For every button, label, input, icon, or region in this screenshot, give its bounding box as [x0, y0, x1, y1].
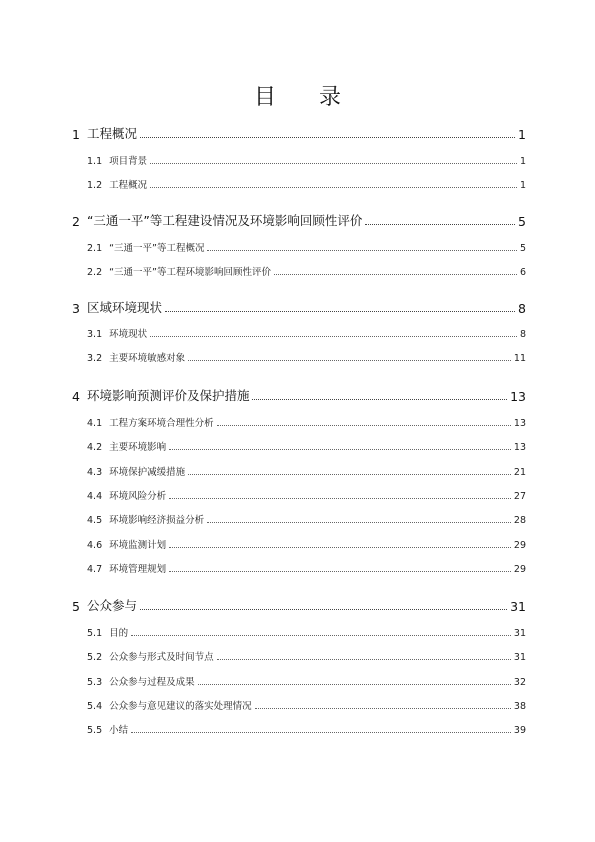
chapter-number: 5: [72, 599, 80, 614]
section-title: 环境风险分析: [109, 490, 167, 502]
toc-section-5-4[interactable]: [87, 698, 526, 712]
toc-section-4-5[interactable]: [87, 512, 526, 526]
dot-leader: [169, 498, 511, 499]
toc-section-3-1[interactable]: [87, 326, 526, 340]
dot-leader: [207, 250, 517, 251]
page-number: 1: [518, 127, 526, 142]
dot-leader: [274, 274, 517, 275]
section-number: 1.2: [87, 180, 103, 192]
section-title: 环境监测计划: [109, 539, 167, 551]
section-number: 3.2: [87, 353, 103, 365]
page-number: 1: [519, 180, 526, 192]
dot-leader: [165, 311, 515, 312]
dot-leader: [365, 224, 515, 225]
section-number: 4.7: [87, 563, 103, 575]
toc-section-2-2[interactable]: [87, 264, 526, 278]
dot-leader: [217, 659, 511, 660]
section-title: 公众参与过程及成果: [109, 676, 195, 688]
chapter-title: 工程概况: [86, 126, 137, 141]
section-title: “三通一平”等工程环境影响回顾性评价: [109, 267, 271, 279]
toc-section-5-2[interactable]: [87, 649, 526, 663]
section-number: 4.4: [87, 490, 103, 502]
dot-leader: [131, 635, 511, 636]
dot-leader: [169, 571, 511, 572]
toc-chapter-4[interactable]: [72, 386, 526, 404]
toc-title: 目 录: [254, 85, 359, 110]
toc-section-4-1[interactable]: [87, 415, 526, 429]
section-title: 环境现状: [109, 329, 148, 340]
page-number: 32: [513, 676, 526, 688]
section-number: 4.5: [87, 515, 103, 527]
page-number: 29: [513, 563, 526, 575]
toc-section-3-2[interactable]: [87, 350, 526, 364]
section-number: 4.2: [87, 442, 103, 454]
page-number: 31: [513, 652, 526, 664]
toc-section-4-3[interactable]: [87, 464, 526, 478]
page-number: 5: [519, 243, 526, 254]
section-title: 项目背景: [109, 156, 148, 167]
page-number: 28: [513, 515, 526, 527]
section-number: 2.1: [87, 243, 103, 254]
section-title: 目的: [109, 628, 129, 639]
page-number: 13: [513, 442, 526, 454]
toc-section-4-6[interactable]: [87, 537, 526, 551]
page-number: 29: [513, 539, 526, 551]
section-number: 5.3: [87, 676, 103, 688]
page-number: 8: [518, 301, 526, 316]
chapter-number: 1: [72, 127, 80, 142]
section-number: 1.1: [87, 156, 103, 167]
section-number: 4.6: [87, 539, 103, 551]
toc-section-5-5[interactable]: [87, 722, 526, 736]
toc-chapter-3[interactable]: [72, 298, 526, 316]
toc-chapter-5[interactable]: [72, 596, 526, 614]
section-number: 5.4: [87, 700, 103, 712]
dot-leader: [140, 609, 507, 610]
dot-leader: [252, 399, 507, 400]
toc-section-1-2[interactable]: [87, 177, 526, 191]
dot-leader: [150, 187, 517, 188]
section-title: 小结: [109, 725, 129, 737]
dot-leader: [150, 163, 517, 164]
page-number: 21: [513, 466, 526, 478]
page-number: 6: [519, 267, 526, 279]
page-number: 38: [513, 700, 526, 712]
section-number: 4.1: [87, 418, 103, 429]
section-number: 2.2: [87, 267, 103, 279]
section-title: “三通一平”等工程概况: [109, 243, 205, 254]
dot-leader: [188, 360, 511, 361]
dot-leader: [150, 336, 517, 337]
section-title: 公众参与意见建议的落实处理情况: [109, 700, 252, 712]
page-number: 31: [513, 628, 526, 639]
toc-chapter-2[interactable]: [72, 211, 526, 229]
toc-section-4-2[interactable]: [87, 439, 526, 453]
chapter-title: “三通一平”等工程建设情况及环境影响回顾性评价: [86, 213, 363, 228]
chapter-number: 4: [72, 389, 80, 404]
page-number: 13: [513, 418, 526, 429]
page-number: 1: [519, 156, 526, 167]
toc-section-5-1[interactable]: [87, 625, 526, 639]
chapter-title: 公众参与: [86, 598, 137, 613]
page-number: 13: [510, 389, 526, 404]
toc-section-4-4[interactable]: [87, 488, 526, 502]
section-title: 环境管理规划: [109, 563, 167, 575]
dot-leader: [140, 137, 515, 138]
section-number: 5.1: [87, 628, 103, 639]
toc-chapter-1[interactable]: [72, 124, 526, 142]
dot-leader: [169, 449, 511, 450]
section-title: 环境影响经济损益分析: [109, 515, 205, 527]
dot-leader: [207, 522, 511, 523]
dot-leader: [169, 547, 511, 548]
section-title: 公众参与形式及时间节点: [109, 652, 214, 664]
page-number: 31: [510, 599, 526, 614]
dot-leader: [131, 732, 511, 733]
chapter-title: 区域环境现状: [86, 300, 162, 315]
page-number: 8: [519, 329, 526, 340]
toc-section-5-3[interactable]: [87, 674, 526, 688]
chapter-title: 环境影响预测评价及保护措施: [86, 388, 250, 403]
dot-leader: [217, 425, 511, 426]
section-number: 3.1: [87, 329, 103, 340]
page-number: 27: [513, 490, 526, 502]
toc-section-4-7[interactable]: [87, 561, 526, 575]
section-title: 工程方案环境合理性分析: [109, 418, 214, 429]
section-number: 5.2: [87, 652, 103, 664]
page-number: 39: [513, 725, 526, 737]
page-number: 11: [513, 353, 526, 365]
section-title: 工程概况: [109, 180, 148, 192]
section-title: 环境保护减缓措施: [109, 466, 186, 478]
section-title: 主要环境影响: [109, 442, 167, 454]
section-number: 4.3: [87, 466, 103, 478]
dot-leader: [255, 708, 511, 709]
section-number: 5.5: [87, 725, 103, 737]
page-number: 5: [518, 214, 526, 229]
chapter-number: 2: [72, 214, 80, 229]
toc-section-2-1[interactable]: [87, 240, 526, 254]
dot-leader: [198, 684, 511, 685]
toc-section-1-1[interactable]: [87, 153, 526, 167]
dot-leader: [188, 474, 511, 475]
chapter-number: 3: [72, 301, 80, 316]
section-title: 主要环境敏感对象: [109, 353, 186, 365]
